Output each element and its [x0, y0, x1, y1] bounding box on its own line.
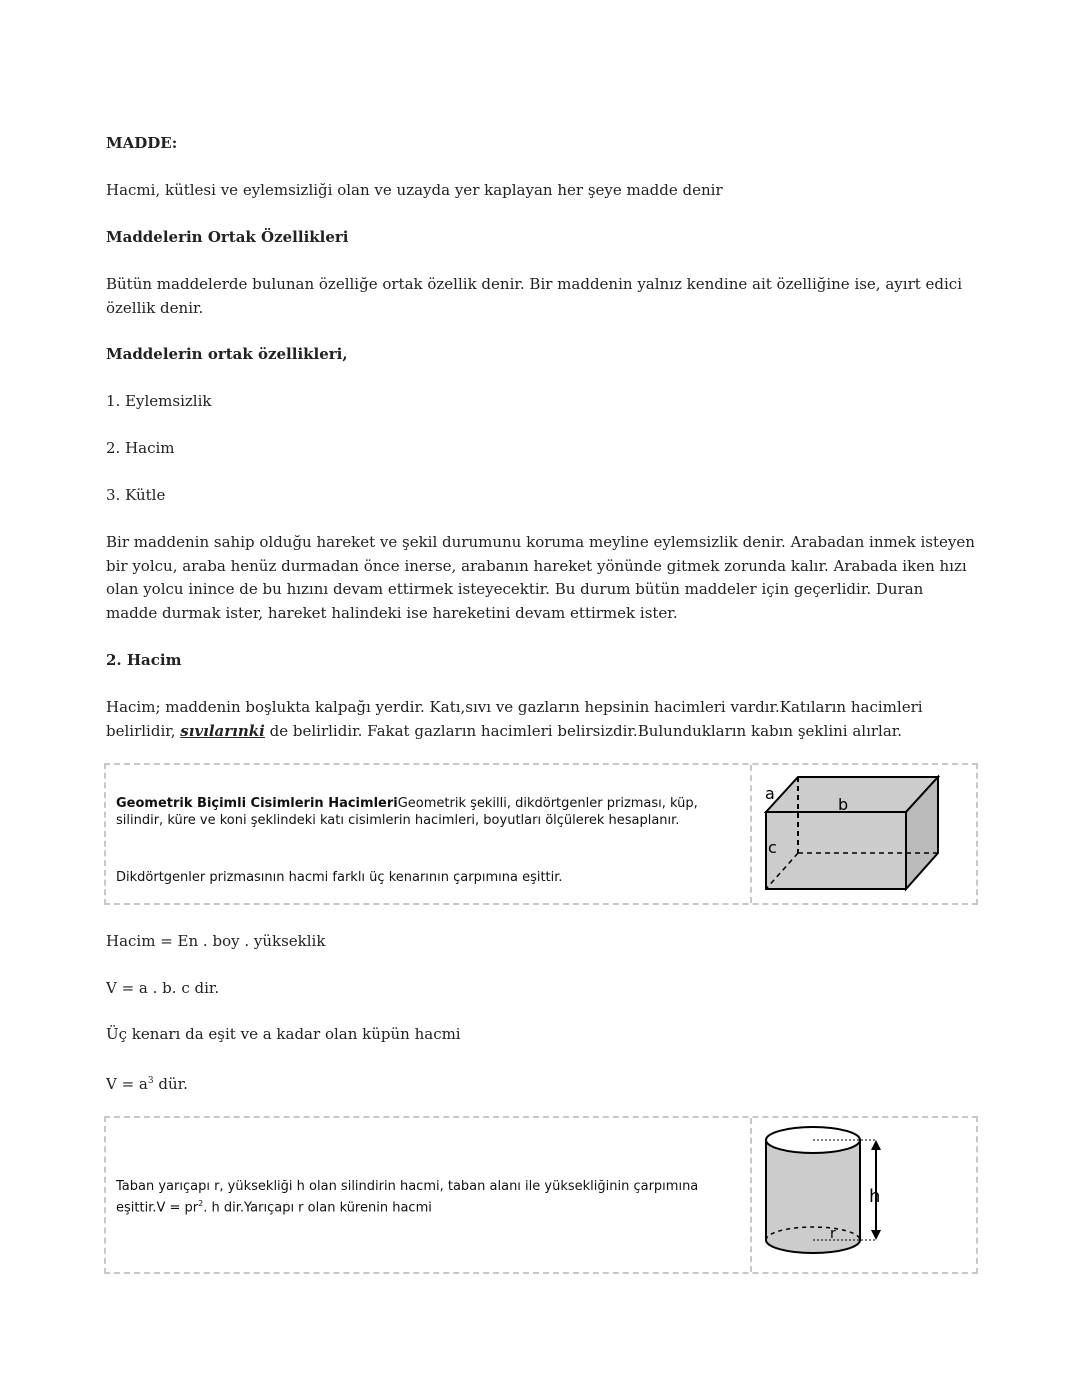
list-item: 2. Hacim — [106, 439, 175, 457]
heading-volume: 2. Hacim — [106, 651, 182, 669]
label-b: b — [838, 795, 849, 814]
formula-3 — [106, 1070, 976, 1097]
cylinder-figure — [756, 1118, 966, 1268]
prism-rule: Dikdörtgenler prizmasının hacmi farklı üç kenarının çarpımına eşittir. — [116, 870, 563, 885]
label-a: a — [765, 784, 775, 803]
divider — [750, 765, 752, 903]
prism-text — [116, 795, 726, 829]
formula-2: V = a . b. c dir. — [106, 979, 220, 997]
exponent: 3 — [147, 1076, 154, 1086]
exponent: 2 — [198, 1199, 204, 1208]
volume-text: Hacim; maddenin boşlukta kalpağı yerdir. Katı,sıvı ve gazların hepsinin hacimleri vardır.Katıların hacimleri belirlidir, — [106, 698, 923, 740]
heading-list: Maddelerin ortak özellikleri, — [106, 345, 348, 363]
volume-text: de belirlidir. Fakat gazların hacimleri belirsizdir.Bulundukların kabın şeklini alırlar. — [264, 721, 903, 740]
prism-box — [104, 763, 978, 905]
formula-3-text: V = a — [106, 1075, 148, 1093]
label-r: r — [830, 1226, 836, 1242]
heading-common: Maddelerin Ortak Özellikleri — [106, 228, 349, 246]
definition: Hacmi, kütlesi ve eylemsizliği olan ve uzayda yer kaplayan her şeye madde denir — [106, 181, 723, 199]
rectangular-prism-figure — [756, 765, 966, 901]
cube-text: Üç kenarı da eşit ve a kadar olan küpün hacmi — [106, 1025, 461, 1043]
prism-desc: Geometrik şekilli, dikdörtgenler prizması, küp, silindir, küre ve koni şeklindeki katı cisimlerin hacimleri, boyutları ölçülerek hesaplanır. — [116, 796, 698, 828]
cylinder-text — [116, 1178, 726, 1216]
label-h: h — [869, 1186, 881, 1207]
label-c: c — [768, 838, 777, 857]
title: MADDE: — [106, 134, 178, 152]
formula-3-text: dür. — [153, 1075, 188, 1093]
inertia-paragraph: Bir maddenin sahip olduğu hareket ve şekil durumunu koruma meyline eylemsizlik denir. Arabadan inmek isteyen bir yolcu, araba henüz durmadan önce inerse, arabanın hareket yönünde gitmek zorunda kalır. Arabada iken hızı olan yolcu inince de bu hızını devam ettirmek isteyecektir. Bu durum bütün maddeler için geçerlidir. Duran madde durmak ister, hareket halindeki ise hareketini devam ettirmek ister. — [106, 533, 975, 622]
volume-paragraph — [106, 696, 976, 743]
common-paragraph: Bütün maddelerde bulunan özelliğe ortak özellik denir. Bir maddenin yalnız kendine ait özelliğine ise, ayırt edici özellik denir. — [106, 275, 963, 317]
list-item: 1. Eylemsizlik — [106, 392, 212, 410]
link-sivilarinki[interactable]: sıvılarınki — [180, 721, 265, 740]
cylinder-desc: . h dir.Yarıçapı r olan kürenin hacmi — [203, 1200, 432, 1216]
cylinder-desc: Taban yarıçapı r, yüksekliği h olan silindirin hacmi, taban alanı ile yüksekliğinin çarpımına eşittir.V = pr — [116, 1179, 699, 1216]
prism-heading: Geometrik Biçimli Cisimlerin Hacimleri — [116, 796, 398, 811]
formula-1: Hacim = En . boy . yükseklik — [106, 932, 326, 950]
divider — [750, 1118, 752, 1272]
list-item: 3. Kütle — [106, 486, 166, 504]
cylinder-box — [104, 1116, 978, 1274]
